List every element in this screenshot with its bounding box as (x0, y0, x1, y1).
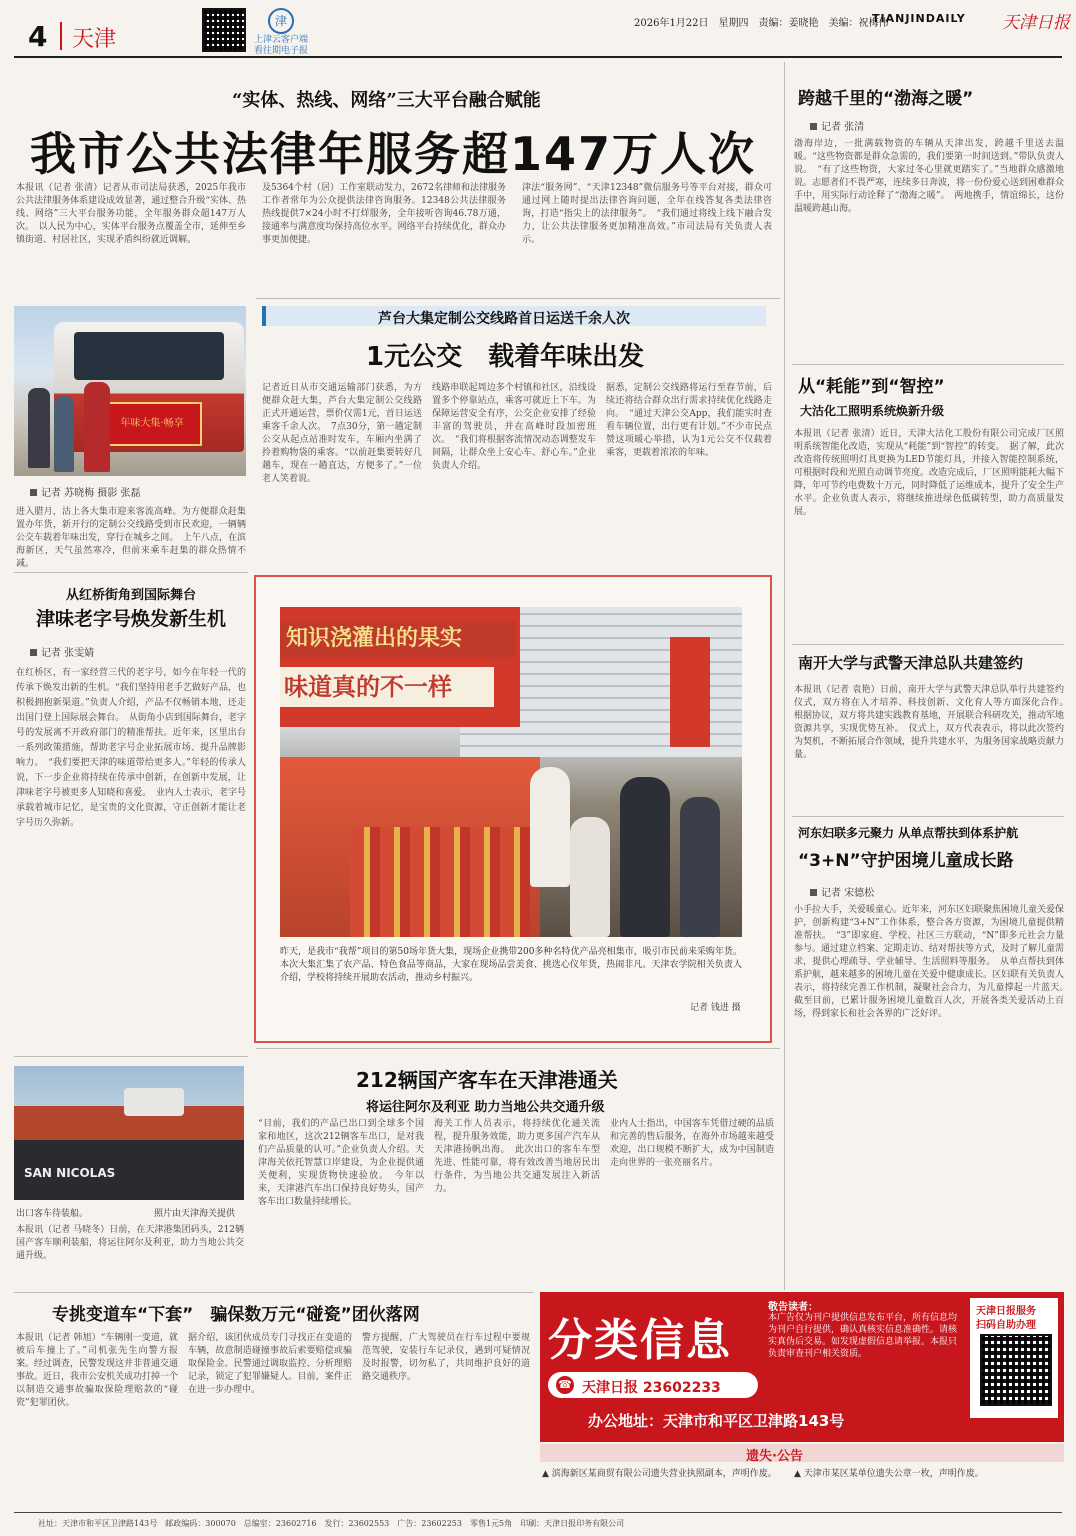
bus-kicker: 芦台大集定制公交线路首日运送千余人次 (378, 311, 630, 327)
bus-body-col1: 记者近日从市交通运输部门获悉，为方便群众赶大集，芦台大集定制公交线路正式开通运营，票价仅需1元，首日运送乘客千余人次。 7点30分，第一趟定制公交从起点站准时发车，车厢内坐满了拎着购物袋的乘客。“以前赶集要转好几趟车，现在一趟直达，方便多了。”一位老人笑着说。 (262, 383, 422, 484)
lead-body-col2: 及5364个村（居）工作室联动发力，2672名律师和法律服务工作者常年为公众提供法律咨询服务。12348公共法律服务热线提供7×24小时不打烊服务，全年接听咨询46.78万通，接通率与满意度均保持高位水平。网络平台持续优化，群众办事更加便捷。 (262, 183, 506, 245)
left-rule-1 (14, 572, 248, 573)
footer-text: 社址：天津市和平区卫津路143号 邮政编码：300070 总编室：23602716 发行：23602553 广告：23602253 零售1元5角 印刷：天津日报印务有限公司 (38, 1519, 625, 1528)
person-figure (530, 767, 570, 887)
right-story4-byline (810, 884, 874, 899)
export-headline: 212辆国产客车在天津港通关 (356, 1068, 618, 1092)
bus-sign: 年味大集·畅享 (102, 402, 202, 446)
export-body-col1: “目前，我们的产品已出口到全球多个国家和地区，这次212辆客车出口，是对我们产品质量的认可。”企业负责人介绍。天津海关依托智慧口岸建设，为企业提供通关便利，实现货物快速验放。 今年以来，天津港汽车出口保持良好势头，国产客车出口数量持续增长。 (258, 1119, 424, 1207)
bus-photo (14, 306, 246, 476)
right-story2-subhead: 大沽化工照明系统焕新升级 (800, 404, 945, 418)
byline-marker-icon (810, 889, 817, 896)
right-story4-body: 小手拉大手，关爱暖童心。近年来，河东区妇联聚焦困境儿童关爱保护，创新构建“3+N”工作体系，整合各方资源，为困境儿童提供精准帮扶。 “3”即家庭、学校、社区三方联动，“N”即多元社会力量参与。通过建立档案、定期走访、结对帮扶等方式，及时了解儿童需求，提供心理疏导、学业辅导、生活照料等服务。 从单点帮扶到体系护航，越来越多的困境儿童在关爱中健康成长。区妇联有关负责人表示，将持续完善工作机制，凝聚社会合力，为儿童撑起一片蓝天。 截至目前，已累计服务困境儿童数百人次，开展各类关爱活动上百场，得到家长和社会各界的广泛好评。 (794, 905, 1074, 1019)
right-story2-headline: 从“耗能”到“智控” (798, 377, 945, 397)
page-number: 4 (28, 20, 48, 53)
date-line: 2026年1月22日 星期四 责编：姜晓艳 美编：祝梅伟 (634, 18, 889, 29)
classified-address: 办公地址：天津市和平区卫津路143号 (588, 1412, 845, 1430)
ship-name: SAN NICOLAS (24, 1166, 116, 1180)
lead-body-col1: 本报讯（记者 张清）记者从市司法局获悉，2025年我市公共法律服务体系建设成效显著，通过整合升级“实体、热线、网络”三大平台服务功能，全年服务群众超147万人次。 以人民为中心，实体平台服务点覆盖全市，延伸至乡镇街道、村居社区，实现矛盾纠纷就近调解。 (16, 183, 246, 245)
bus-photo-byline-text: 记者 苏晓梅 摄影 张磊 (41, 488, 141, 499)
port-caption: 出口客车待装船。 (16, 1209, 89, 1219)
right-rule-1 (792, 364, 1064, 365)
section-name: 天津 (72, 27, 117, 52)
right-story4-headline: “3+N”守护困境儿童成长路 (798, 851, 1014, 871)
byline-marker-icon (30, 489, 37, 496)
export-body-col3: 业内人士指出，中国客车凭借过硬的品质和完善的售后服务，在海外市场越来越受欢迎，出口规模不断扩大，成为中国制造走向世界的一张亮丽名片。 (610, 1119, 774, 1168)
banner-2: 味道真的不一样 (280, 667, 494, 707)
export-body-col2: 海关工作人员表示，将持续优化通关流程，提升服务效能，助力更多国产汽车从天津港扬帆出海。 此次出口的客车车型先进、性能可靠，将有效改善当地居民出行条件，为当地公共交通发展注入新活力。 (434, 1119, 600, 1194)
byline-marker-icon (30, 649, 37, 656)
bus-body-col2: 线路串联起周边多个村镇和社区，沿线设置多个停靠站点，乘客可就近上下车。为保障运营安全有序，公交企业安排了经验丰富的驾驶员，并在高峰时段加密班次。 “我们将根据客流情况动态调整发车间隔，让群众坐上安心车、舒心车。”企业负责人介绍。 (432, 383, 596, 471)
right-rule-2 (792, 644, 1064, 645)
bus-on-dock (124, 1088, 184, 1116)
port-credit: 照片由天津海关提供 (154, 1209, 236, 1219)
featured-photo (280, 607, 742, 937)
person-figure (28, 388, 50, 468)
person-figure (54, 396, 74, 472)
flag (670, 637, 710, 747)
person-figure (570, 817, 610, 937)
bus-body-col3: 据悉，定制公交线路将运行至春节前，后续还将结合群众出行需求持续优化线路走向。 “通过天津公交App，我们能实时查看车辆位置，出行更有计划。”不少市民点赞这项暖心举措，认为1元公交不仅载着乘客，更载着浓浓的年味。 (606, 383, 772, 458)
phone-label: 天津日报 23602233 (582, 1380, 721, 1396)
paper-name-en: TIANJINDAILY (872, 12, 966, 25)
lead-body-col3: 津法“服务网”、“天津12348”微信服务号等平台对接，群众可通过网上随时提出法律咨询问题，全年在线答复各类法律咨询，打造“指尖上的法律服务”。 “我们通过将线上线下融合发力，让公共法律服务更加精准高效。”市司法局有关负责人表示。 (522, 183, 772, 245)
right-story2-body: 本报讯（记者 张清）近日，天津大沽化工股份有限公司完成厂区照明系统智能化改造，实现从“耗能”到“智控”的转变。 据了解，此次改造将传统照明灯具更换为LED节能灯具，并接入智能控制系统，可根据时段和光照自动调节亮度。改造完成后，厂区照明能耗大幅下降，年可节约电费数十万元，同时降低了运维成本，提升了安全生产水平。企业负责人表示，将继续推进绿色低碳转型，助力高质量发展。 (794, 429, 1065, 517)
right-story4-byline-text: 记者 宋德松 (821, 888, 875, 899)
qr-caption-2: 看往期电子报 (254, 46, 309, 56)
lost-item-2: ▲ 天津市某区某单位遗失公章一枚，声明作废。 (794, 1469, 984, 1479)
crime-body-col2: 据介绍，该团伙成员专门寻找正在变道的车辆，故意制造碰撞事故后索要赔偿或骗取保险金。民警通过调取监控、分析理赔记录，锁定了犯罪嫌疑人。目前，案件正在进一步办理中。 (188, 1333, 352, 1395)
laozihao-byline (30, 644, 94, 659)
port-body: 本报讯（记者 马晓冬）日前，在天津港集团码头，212辆国产客车顺利装船，将运往阿尔及利亚，助力当地公共交通升级。 (16, 1225, 244, 1261)
right-rule-3 (792, 816, 1064, 817)
qr-label: 天津日报服务 (976, 1306, 1036, 1317)
classified-title: 分类信息 (548, 1315, 732, 1366)
bus-headline: 1元公交 载着年味出发 (366, 342, 645, 372)
port-photo (14, 1066, 244, 1200)
laozihao-byline-text: 记者 张雯婧 (41, 648, 95, 659)
featured-caption: 昨天，是我市“我帮”项目的第50场年货大集，现场企业携带200多种名特优产品亮相集市，吸引市民前来采购年货。本次大集汇集了农产品、特色食品等商品，大家在现场品尝美食、挑选心仪年货，热闹非凡。天津农学院相关负责人介绍，学校将持续开展助农活动，推动乡村振兴。 (280, 947, 742, 983)
crime-headline: 专挑变道车“下套” 骗保数万元“碰瓷”团伙落网 (52, 1305, 420, 1325)
laozihao-headline: 津味老字号焕发新生机 (36, 608, 227, 630)
crime-body-col3: 警方提醒，广大驾驶员在行车过程中要规范驾驶，安装行车记录仪，遇到可疑情况及时报警，切勿私了，共同维护良好的道路交通秩序。 (362, 1333, 530, 1382)
bus-photo-byline (30, 484, 141, 499)
right-story1-byline (810, 118, 864, 133)
lead-rule (256, 298, 780, 299)
crime-rule (14, 1292, 534, 1293)
right-story1-byline-text: 记者 张清 (821, 122, 865, 133)
laozihao-kicker: 从红桥街角到国际舞台 (66, 588, 197, 603)
left-rule-2 (14, 1056, 248, 1057)
laozihao-body: 在红桥区，有一家经营三代的老字号，如今在年轻一代的传承下焕发出新的生机。“我们坚持用老手艺做好产品，也积极拥抱新渠道。”负责人介绍，产品不仅畅销本地，还走出国门登上国际展会舞台。 从街角小店到国际舞台，老字号的发展离不开政府部门的精准帮扶。近年来，区里出台一系列政策措施，帮助老字号企业拓展市场、提升品牌影响力。 “我们要把天津的味道带给更多人。”年轻的传承人说，下一步企业将持续在传承中创新，在创新中发展，让津味老字号被更多人知晓和喜爱。 业内人士表示，老字号承载着城市记忆，是宝贵的文化资源，守正创新才能让老字号历久弥新。 (16, 668, 246, 828)
footer-rule (14, 1512, 1062, 1513)
lead-kicker: “实体、热线、网络”三大平台融合赋能 (232, 90, 541, 111)
right-story4-kicker: 河东妇联多元聚力 从单点帮扶到体系护航 (798, 826, 1019, 840)
phone-icon: ☎ (556, 1376, 574, 1394)
goods-table (350, 827, 530, 937)
column-divider (784, 62, 785, 1290)
notice-body: 本广告仅为刊户提供信息发布平台，所有信息均为刊户自行提供，确认真核实信息准确性。请核实真伪后交易。如发现虚假信息请举报。本报只负责审查刊户相关资质。 (768, 1313, 958, 1359)
person-figure (84, 382, 110, 472)
notice-heading: 敬告读者： (768, 1302, 818, 1313)
right-story1-headline: 跨越千里的“渤海之暖” (798, 89, 974, 109)
lead-headline: 我市公共法律年服务超147万人次 (30, 127, 757, 181)
right-story3-headline: 南开大学与武警天津总队共建签约 (798, 654, 1024, 672)
app-logo-icon: 津 (268, 8, 294, 34)
export-rule (256, 1048, 780, 1049)
right-story3-body: 本报讯（记者 袁艳）日前，南开大学与武警天津总队举行共建签约仪式，双方将在人才培养、科技创新、文化育人等方面深化合作。 根据协议，双方将共建实践教育基地，开展联合科研攻关，推动军地资源共享，实现优势互补。 仪式上，双方代表表示，将以此次签约为契机，不断拓展合作领域，提升共建水平，为服务国家战略贡献力量。 (794, 685, 1074, 760)
bus-photo-text: 进入腊月，沽上各大集市迎来客流高峰。为方便群众赶集置办年货，新开行的定制公交线路受到市民欢迎，一辆辆公交车载着年味出发，穿行在城乡之间。 上午八点，在滨海新区，天气虽然寒冷，但前来乘车赶集的群众热情不减。 (16, 507, 246, 569)
lost-notice-title: 遗失·公告 (746, 1449, 803, 1464)
bus-window (74, 332, 224, 380)
paper-name-cn: 天津日报 (1002, 13, 1070, 33)
qr-label-2: 扫码自助办理 (976, 1320, 1036, 1331)
lost-item-1: ▲ 滨海新区某商贸有限公司遗失营业执照副本，声明作废。 (542, 1469, 777, 1479)
crime-body-col1: 本报讯（记者 韩旭）“车辆刚一变道，就被后车撞上了。”司机张先生向警方报案。经过调查，民警发现这并非普通交通事故。近日，我市公安机关成功打掉一个以制造交通事故骗取保险理赔款的“碰瓷”犯罪团伙。 (16, 1333, 179, 1408)
byline-marker-icon (810, 123, 817, 130)
qr-code-icon[interactable] (202, 8, 246, 52)
qr-caption-1: 上津云客户端 (254, 35, 309, 45)
featured-credit: 记者 钱进 摄 (690, 1003, 741, 1013)
header-rule (14, 56, 1062, 58)
right-story1-body: 渤海岸边，一批满载物资的车辆从天津出发，跨越千里送去温暖。“这些物资都是群众急需的，我们要第一时间送到。”带队负责人说。 “有了这些物资，大家过冬心里就更踏实了。”当地群众感激地说。志愿者们不畏严寒，连续多日奔波，将一份份爱心送到困难群众手中，用实际行动诠释了“渤海之暖”。 两地携手，情谊绵长，这份温暖跨越山海。 (794, 139, 1065, 214)
classified-qr-icon[interactable] (980, 1334, 1052, 1406)
banner: 知识浇灌出的果实 (280, 621, 516, 657)
person-figure (680, 797, 720, 937)
section-divider (60, 22, 62, 50)
export-subhead: 将运往阿尔及利亚 助力当地公共交通升级 (366, 1100, 605, 1115)
person-figure (620, 777, 670, 937)
